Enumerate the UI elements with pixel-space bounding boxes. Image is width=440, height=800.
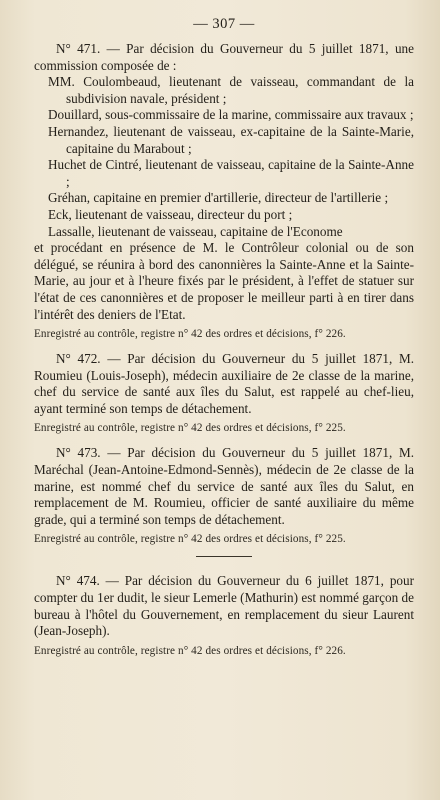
page-number: — 307 — (193, 16, 255, 32)
member-douillard: Douillard, sous-commissaire de la marine, commissaire aux travaux ; (48, 107, 414, 123)
decision-471-intro: N° 471. — Par décision du Gouverneur du 5 juillet 1871, une commission composée de : (34, 41, 414, 73)
decision-472-registration: Enregistré au contrôle, registre n° 42 des ordres et décisions, f° 225. (34, 422, 346, 435)
member-hernandez: Hernandez, lieutenant de vaisseau, ex-capitaine de la Sainte-Marie, capitaine du Marabout ; (48, 123, 414, 156)
decision-474-registration: Enregistré au contrôle, registre n° 42 des ordres et décisions, f° 226. (34, 644, 346, 657)
section-divider (196, 556, 252, 557)
member-coulombeaud: MM. Coulombeaud, lieutenant de vaisseau, commandant de la subdivision navale, président ; (48, 74, 414, 106)
decision-472-text: N° 472. — Par décision du Gouverneur du 5 juillet 1871, M. Roumieu (Louis-Joseph), médecin auxiliaire de 2e classe de la marine, chef du service de santé aux îles du Salut, est rappelé au chef-lieu, ayant terminé son temps de détachement. (34, 351, 414, 416)
decision-473-registration: Enregistré au contrôle, registre n° 42 des ordres et décisions, f° 225. (34, 533, 346, 546)
member-huchet: Huchet de Cintré, lieutenant de vaisseau, capitaine de la Sainte-Anne ; (48, 157, 414, 189)
member-eck: Eck, lieutenant de vaisseau, directeur du port ; (48, 206, 293, 222)
decision-473-text: N° 473. — Par décision du Gouverneur du 5 juillet 1871, M. Maréchal (Jean-Antoine-Edmond-Sennès), médecin de 2e classe de la marine, est nommé chef du service de santé aux îles du Salut, en remplacement de M. Roumieu, officier de santé auxiliaire du même grade, qui a terminé son temps de détachement. (34, 445, 414, 527)
decision-471-registration: Enregistré au contrôle, registre n° 42 des ordres et décisions, f° 226. (34, 328, 346, 341)
decision-474-text: N° 474. — Par décision du Gouverneur du 6 juillet 1871, pour compter du 1er dudit, le sieur Lemerle (Mathurin) est nommé garçon de bureau à l'hôtel du Gouvernement, en remplacement du sieur Laurent (Jean-Joseph). (34, 573, 414, 639)
decision-471-continuation: et procédant en présence de M. le Contrôleur colonial ou de son délégué, se réunira à bord des canonnières la Sainte-Anne et la Sainte-Marie, au jour et à l'heure fixés par le président, à l'effet de statuer sur l'état de ces canonnières et de proposer le meilleur parti à en tirer dans l'intérêt des deniers de l'Etat. (34, 240, 414, 322)
member-lassalle: Lassalle, lieutenant de vaisseau, capitaine de l'Econome (48, 223, 343, 239)
decision-473 (34, 445, 414, 546)
decision-472 (34, 351, 414, 435)
commission-members-list (34, 74, 414, 240)
decision-471 (34, 41, 414, 341)
decision-474 (34, 573, 414, 657)
member-grehan: Gréhan, capitaine en premier d'artillerie, directeur de l'artillerie ; (48, 190, 389, 206)
